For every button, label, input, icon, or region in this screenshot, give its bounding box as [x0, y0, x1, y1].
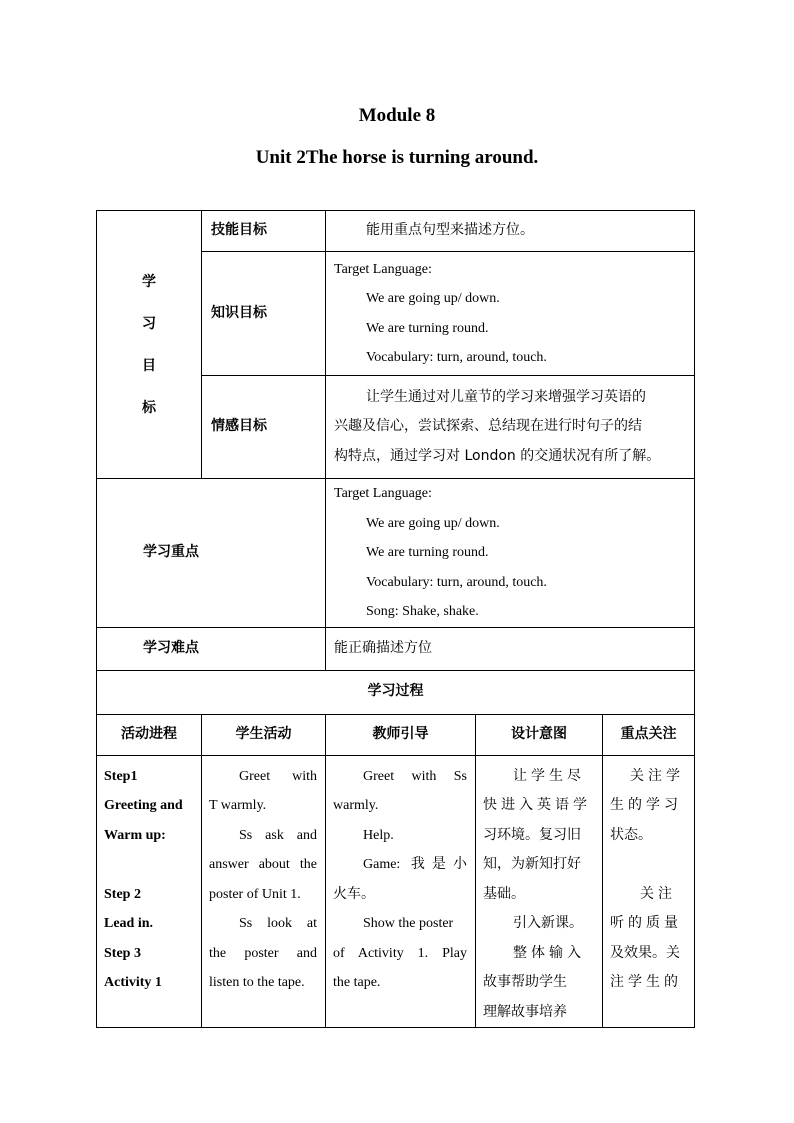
side-char-3: 目: [142, 357, 156, 374]
design-line-8: 故事帮助学生: [483, 974, 567, 990]
knowledge-label: 知识目标: [202, 252, 326, 376]
key-line-3: We are turning round.: [366, 545, 489, 560]
teacher-line-2: warmly.: [333, 798, 379, 813]
emotion-text-cell: [326, 376, 695, 479]
step3-label: Step 3: [104, 945, 141, 961]
objectives-side-label: [97, 211, 202, 479]
key-line-1: Target Language:: [334, 486, 432, 501]
skill-label: 技能目标: [202, 211, 326, 252]
steps-cell: [97, 755, 202, 1028]
teacher-line-3: Help.: [363, 827, 394, 843]
focus-cell: [603, 755, 695, 1028]
design-intent-cell: [476, 755, 603, 1028]
difficulties-text: 能正确描述方位: [326, 627, 695, 670]
module-title: Module 8: [358, 105, 436, 126]
teacher-line-1: Greet with Ss: [363, 768, 467, 784]
key-points-row: [97, 479, 695, 628]
key-line-4: Vocabulary: turn, around, touch.: [366, 574, 547, 590]
knowledge-line-1: Target Language:: [334, 261, 432, 277]
student-activity-cell: [202, 755, 326, 1028]
student-line-6: Ss look at: [239, 916, 317, 931]
emotion-line-3: 构特点，通过学习对 London 的交通状况有所了解。: [334, 447, 661, 464]
step1-name-a: Greeting and: [104, 798, 183, 813]
side-char-1: 学: [142, 273, 156, 290]
unit-title: Unit 2The horse is turning around.: [255, 147, 539, 168]
teacher-line-6: Show the poster: [363, 916, 454, 931]
objective-skill-row: [97, 211, 695, 252]
key-points-label: 学习重点: [97, 479, 326, 628]
student-line-1: Greet with: [239, 768, 317, 784]
process-body-row: [97, 755, 695, 1028]
focus-line-1: 关注学: [630, 767, 684, 784]
focus-line-3: 状态。: [610, 826, 652, 843]
lesson-plan-table: [96, 210, 695, 1028]
process-title-row: [97, 670, 695, 714]
difficulties-row: [97, 627, 695, 670]
design-line-1: 让学生尽: [513, 767, 585, 784]
col-focus: 重点关注: [603, 714, 695, 755]
emotion-label: 情感目标: [202, 376, 326, 479]
step2-name: Lead in.: [104, 916, 154, 931]
teacher-line-8: the tape.: [333, 975, 381, 990]
col-design: 设计意图: [476, 714, 603, 755]
student-line-2: T warmly.: [209, 798, 267, 813]
step2-label: Step 2: [104, 886, 141, 902]
student-line-7: the poster and: [209, 945, 317, 961]
student-line-4: answer about the: [209, 857, 317, 872]
focus-line-2: 生的学习: [610, 797, 682, 813]
student-line-3: Ss ask and: [239, 827, 317, 843]
emotion-line-2: 兴趣及信心，尝试探索、总结现在进行时句子的结: [334, 418, 642, 435]
col-student: 学生活动: [202, 714, 326, 755]
col-teacher: 教师引导: [326, 714, 476, 755]
design-line-5: 基础。: [483, 885, 525, 902]
step3-name: Activity 1: [104, 975, 162, 990]
design-line-6: 引入新课。: [513, 915, 583, 931]
step1-label: Step1: [104, 768, 138, 784]
focus-line-5: 听的质量: [610, 915, 682, 931]
focus-line-6: 及效果。关: [610, 944, 680, 961]
design-line-3: 习环境。复习旧: [483, 826, 581, 843]
side-char-4: 标: [142, 399, 156, 416]
key-line-2: We are going up/ down.: [366, 515, 500, 531]
knowledge-line-3: We are turning round.: [366, 320, 489, 336]
process-header-row: [97, 714, 695, 755]
emotion-line-1: 让学生通过对儿童节的学习来增强学习英语的: [366, 388, 646, 405]
key-line-5: Song: Shake, shake.: [366, 604, 479, 619]
teacher-line-7: of Activity 1. Play: [333, 945, 467, 961]
knowledge-line-4: Vocabulary: turn, around, touch.: [366, 350, 547, 365]
focus-line-7: 注学生的: [610, 974, 682, 990]
skill-text: 能用重点句型来描述方位。: [366, 222, 534, 239]
student-line-5: poster of Unit 1.: [209, 886, 301, 902]
design-line-7: 整体输入: [513, 944, 585, 961]
skill-text-cell: [326, 211, 695, 252]
focus-line-4: 关注: [640, 885, 676, 902]
knowledge-line-2: We are going up/ down.: [366, 291, 500, 306]
teacher-line-5: 火车。: [333, 885, 375, 902]
col-activity: 活动进程: [97, 714, 202, 755]
difficulties-label: 学习难点: [97, 627, 326, 670]
design-line-4: 知，为新知打好: [483, 856, 581, 872]
key-points-text-cell: [326, 479, 695, 628]
knowledge-text-cell: [326, 252, 695, 376]
process-title: 学习过程: [97, 670, 695, 714]
design-line-9: 理解故事培养: [483, 1003, 567, 1020]
side-char-2: 习: [142, 315, 156, 332]
teacher-guide-cell: [326, 755, 476, 1028]
design-line-2: 快进入英语学: [483, 797, 591, 813]
teacher-line-4: Game: 我是小: [363, 857, 467, 872]
student-line-8: listen to the tape.: [209, 975, 305, 990]
step1-name-b: Warm up:: [104, 827, 166, 843]
